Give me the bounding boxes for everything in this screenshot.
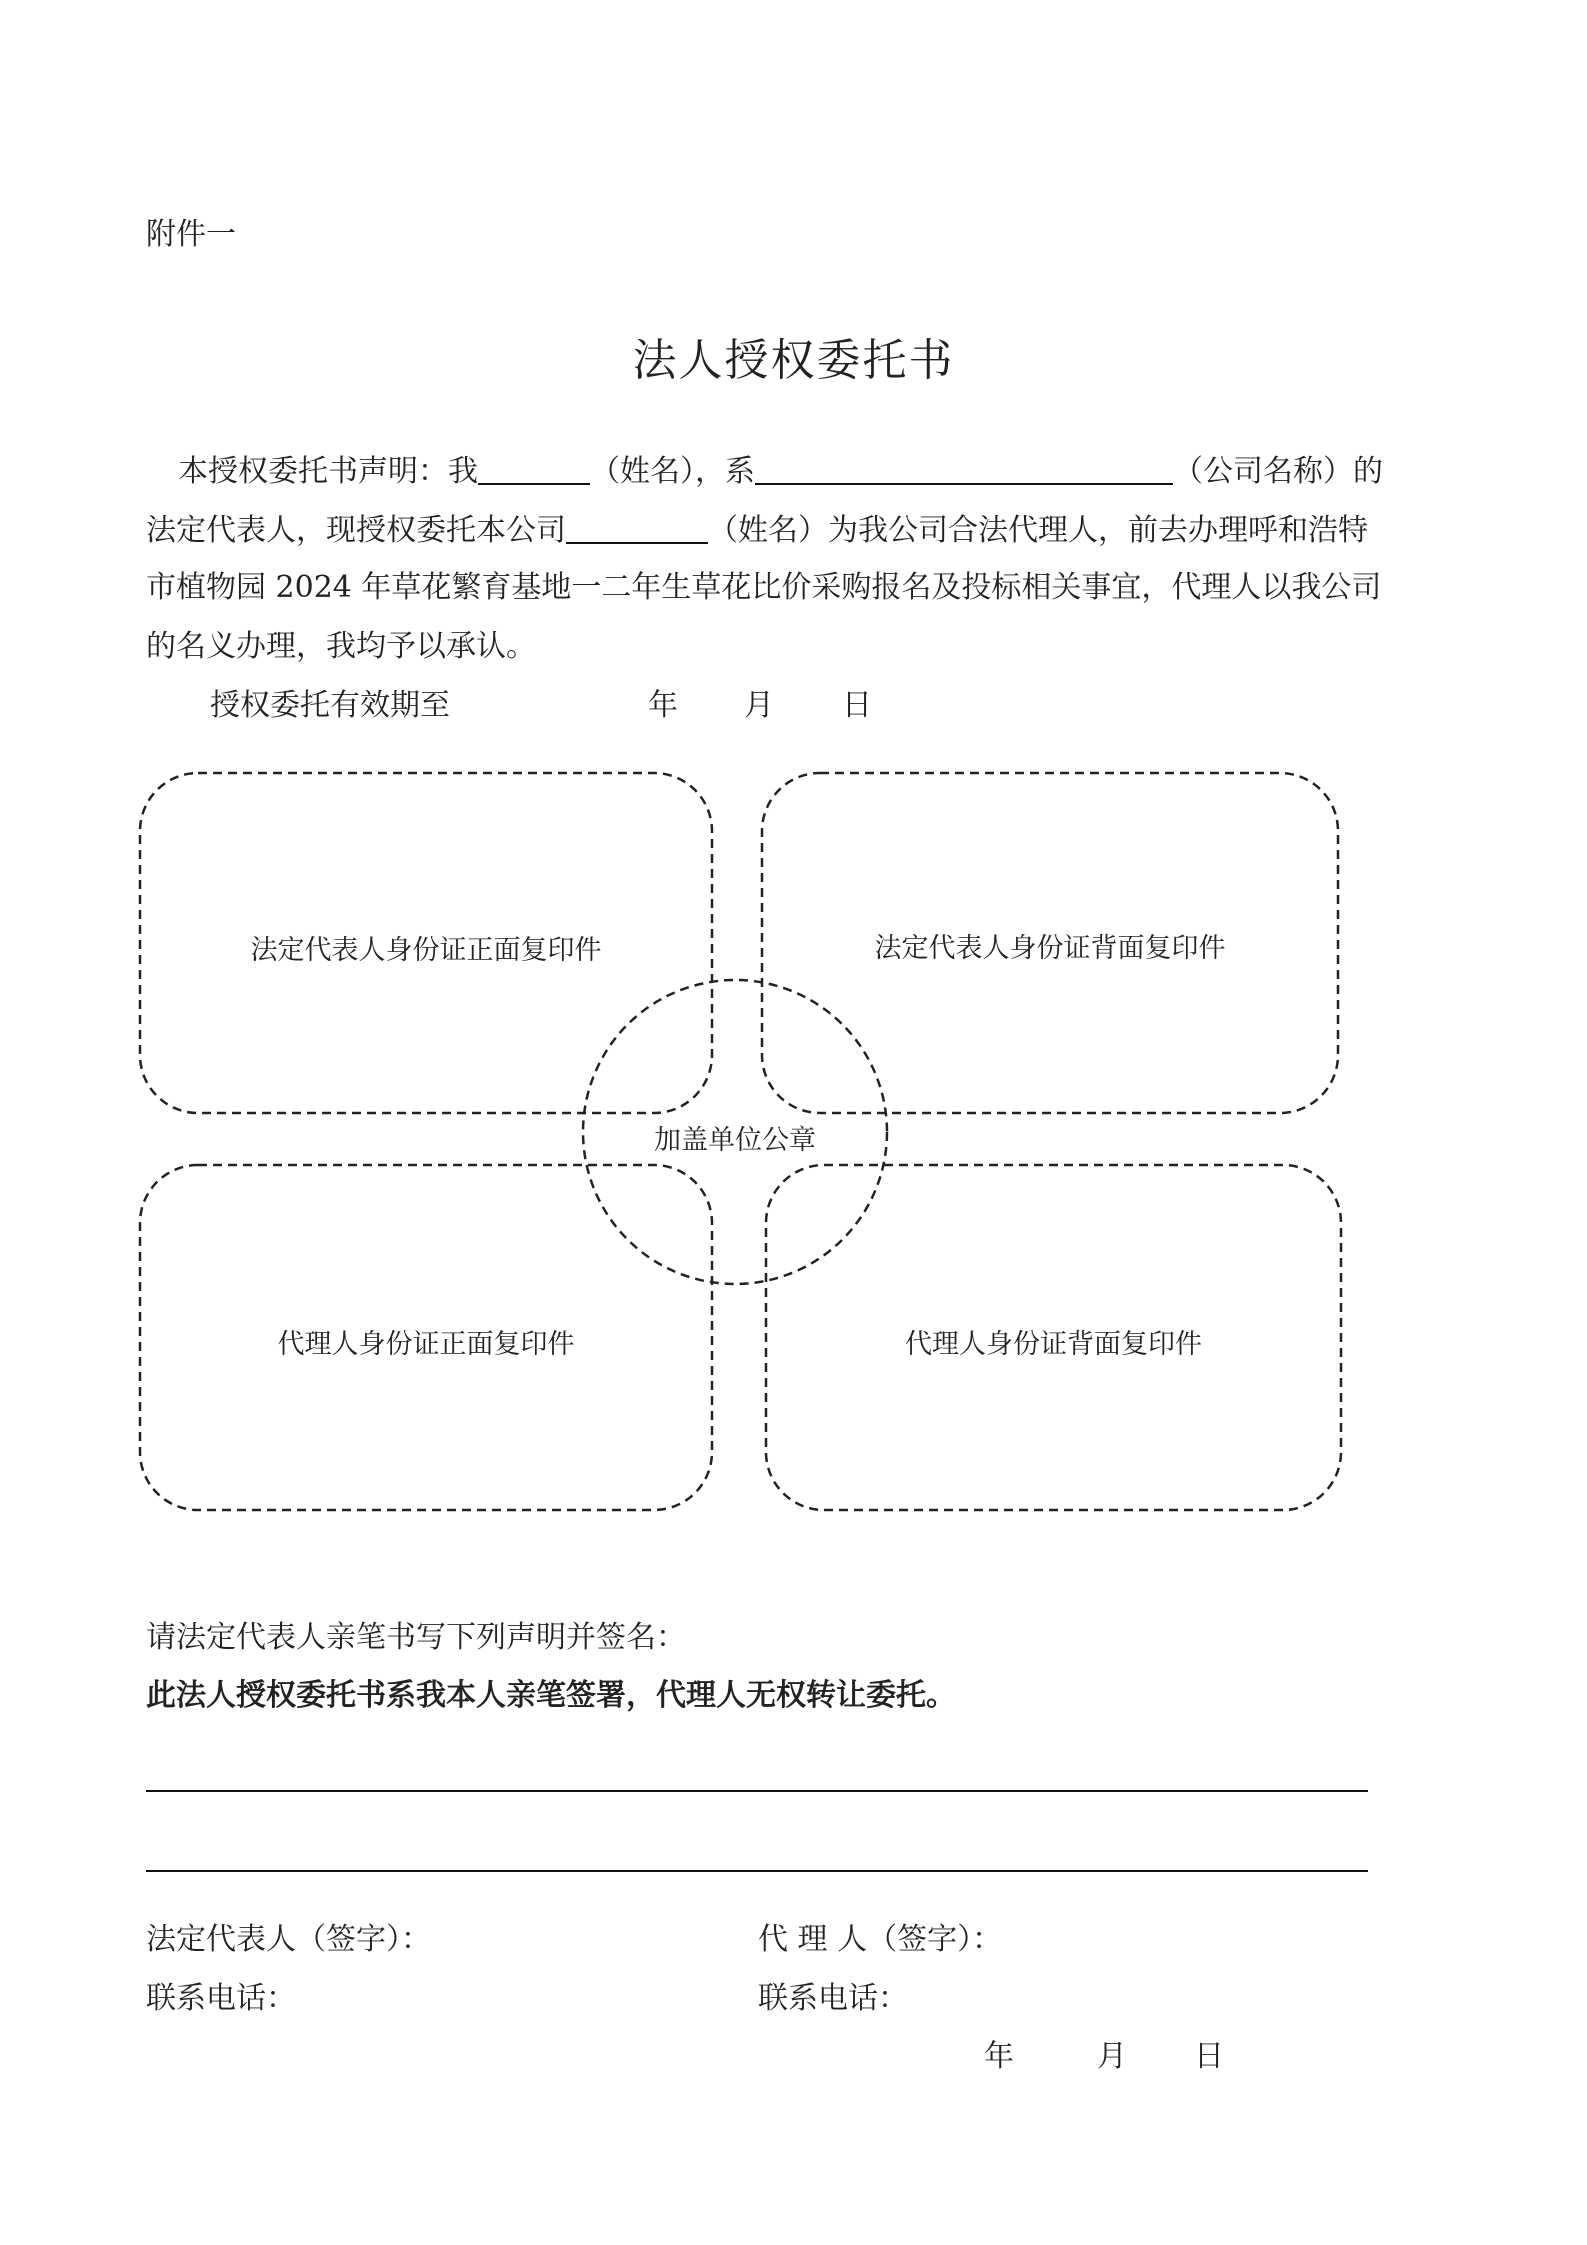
name-hint: （姓名），系 [590,454,755,489]
statement-instruction: 请法定代表人亲笔书写下列声明并签名： [146,1620,686,1655]
company-hint: （公司名称）的 [1173,454,1383,489]
paragraph-line-3: 市植物园 2024 年草花繁育基地一二年生草花比价采购报名及投标相关事宜，代理人以我公司 [146,570,1382,605]
legal-rep-phone-label: 联系电话： [146,1981,296,2016]
attachment-label: 附件一 [146,217,236,252]
legal-front-label: 法定代表人身份证正面复印件 [250,935,602,966]
agent-front-label: 代理人身份证正面复印件 [277,1329,575,1360]
validity-label: 授权委托有效期至 [210,688,450,723]
agent-role-text: （姓名）为我公司合法代理人，前去办理呼和浩特 [708,513,1368,548]
page-title: 法人授权委托书 [632,335,955,386]
authorization-text: 法定代表人，现授权委托本公司 [146,513,566,548]
paragraph-line-4: 的名义办理，我均予以承认。 [146,629,536,664]
agent-signature-label: 代 理 人（签字）： [758,1922,1003,1957]
validity-month: 月 [744,688,774,723]
legal-back-label: 法定代表人身份证背面复印件 [874,933,1226,964]
date-day: 日 [1194,2039,1224,2074]
handwriting-line-2 [146,1870,1368,1872]
handwriting-line-1 [146,1790,1368,1792]
legal-rep-signature-label: 法定代表人（签字）： [146,1922,431,1957]
statement-text: 此法人授权委托书系我本人亲笔签署，代理人无权转让委托。 [146,1678,956,1713]
declaration-lead: 本授权委托书声明：我 [178,454,478,489]
validity-day: 日 [842,688,872,723]
seal-label: 加盖单位公章 [654,1125,816,1156]
validity-year: 年 [648,688,678,723]
agent-phone-label: 联系电话： [758,1981,908,2016]
date-year: 年 [984,2039,1014,2074]
agent-back-label: 代理人身份证背面复印件 [905,1329,1202,1360]
date-month: 月 [1097,2039,1127,2074]
